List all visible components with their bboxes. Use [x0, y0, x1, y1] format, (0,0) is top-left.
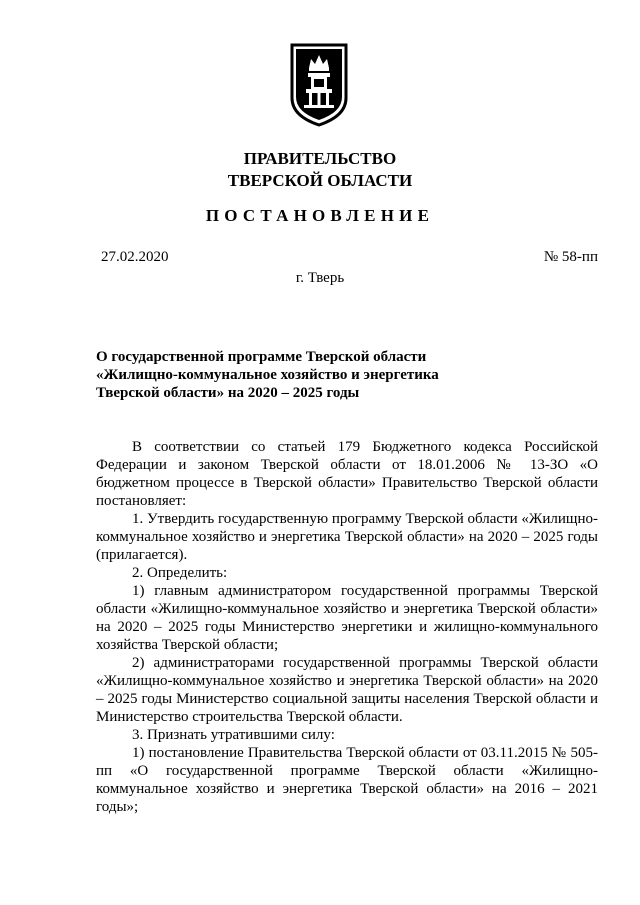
- decree-body: [96, 438, 598, 816]
- decree-title: ПОСТАНОВЛЕНИЕ: [205, 206, 435, 225]
- decree-subject: [96, 348, 566, 402]
- body-paragraph: 1) главным администратором государственной программы Тверской области «Жилищно-коммунальное хозяйство и энергетика Тверской области» на 2020 – 2025 годы Министерство энергетики и жилищно-коммунального хозяйства Тверской области;: [96, 583, 598, 653]
- body-paragraph: В соответствии со статьей 179 Бюджетного кодекса Российской Федерации и законом Тверской области от 18.01.2006 № 13-ЗО «О бюджетном процессе в Тверской области» Правительство Тверской области постановляет:: [96, 439, 598, 509]
- government-title-line2: ТВЕРСКОЙ ОБЛАСТИ: [227, 171, 413, 190]
- body-paragraph: 1) постановление Правительства Тверской области от 03.11.2015 № 505-пп «О государственной программе Тверской области «Жилищно-коммунальное хозяйство и энергетика Тверской области» на 2016 – 2021 годы»;: [96, 745, 598, 815]
- decree-subject-line3: Тверской области» на 2020 – 2025 годы: [96, 385, 360, 401]
- government-title-line1: ПРАВИТЕЛЬСТВО: [243, 149, 397, 168]
- decree-city: г. Тверь: [295, 270, 345, 286]
- body-paragraph: 1. Утвердить государственную программу Тверской области «Жилищно-коммунальное хозяйство и энергетика Тверской области» на 2020 – 2025 годы (прилагается).: [96, 511, 598, 563]
- decree-number: № 58-пп: [543, 249, 598, 265]
- decree-subject-line2: «Жилищно-коммунальное хозяйство и энергетика: [96, 367, 439, 383]
- body-paragraph: 2) администраторами государственной программы Тверской области «Жилищно-коммунальное хозяйство и энергетика Тверской области» на 2020 – 2025 годы Министерство социальной защиты населения Тверской области и Министерство строительства Тверской области.: [96, 655, 598, 725]
- decree-date: 27.02.2020: [101, 249, 169, 265]
- government-title: [0, 148, 640, 192]
- body-paragraph: 3. Признать утратившими силу:: [132, 727, 335, 743]
- tver-coat-of-arms-icon: [289, 42, 349, 128]
- body-paragraph: 2. Определить:: [132, 565, 228, 581]
- decree-subject-line1: О государственной программе Тверской области: [96, 349, 427, 365]
